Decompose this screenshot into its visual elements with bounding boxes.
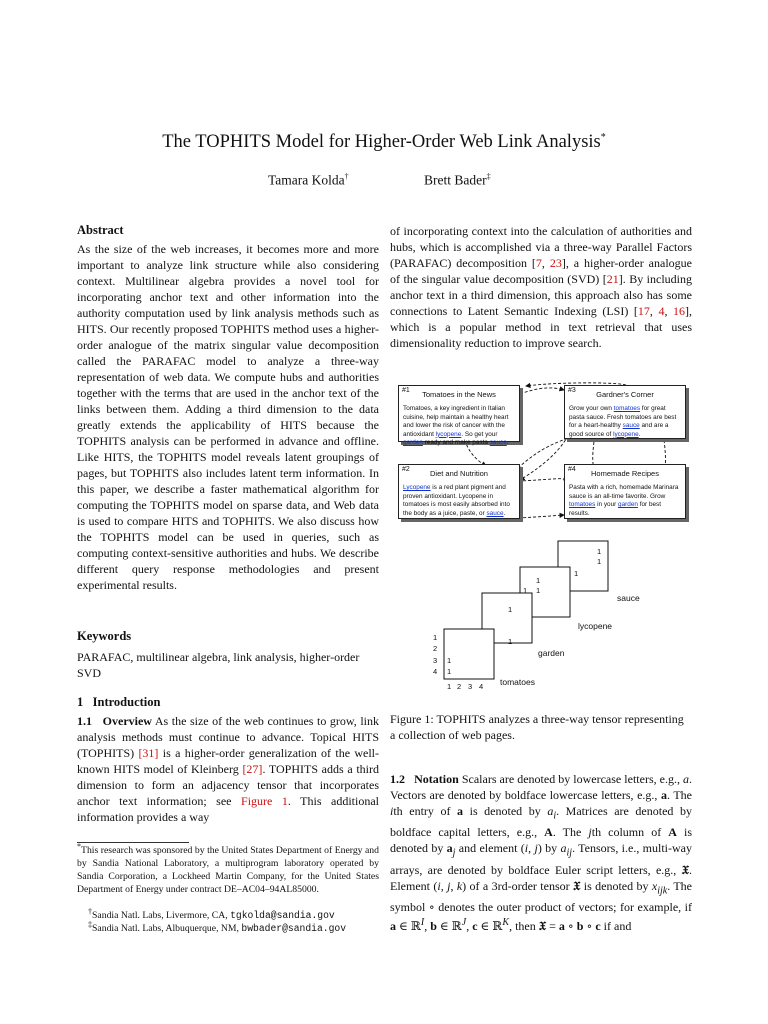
- anchor-link: sauce: [489, 439, 507, 447]
- text-run: ]. By including anchor text in a third dimension, this approach also has some connections to Latent Semantic Indexing (LSI) [: [390, 272, 692, 318]
- figure-caption: Figure 1: TOPHITS analyzes a three-way tensor representing a collection of web pages.: [390, 712, 684, 742]
- col-label: 4: [479, 682, 484, 691]
- notation-paragraph: [390, 771, 692, 934]
- citation-link[interactable]: 4: [658, 304, 665, 318]
- text-run: Tomatoes, a key ingredient in Italian cuisine, help maintain a healthy heart and lower the risk of cancer with the antioxidant: [403, 405, 509, 438]
- text-run: ,: [541, 256, 550, 270]
- page-text: [403, 405, 515, 448]
- page-title: Tomatoes in the News: [422, 390, 496, 399]
- text-run: Pasta with a rich, homemade Marinara sauce is an all-time favorite. Grow: [569, 484, 679, 500]
- tensor-diagram: [420, 535, 660, 695]
- page-text: [569, 484, 681, 518]
- figure-web-graph: [396, 380, 692, 520]
- tensor-entry: 1: [597, 557, 602, 566]
- author-name: Brett Bader: [424, 172, 487, 188]
- text-run: and are a good source of: [569, 422, 669, 438]
- notation-text: Scalars are denoted by lowercase letters, e.g., a. Vectors are denoted by boldface lowercase letters, e.g., a. The ith entry of a is denoted by $a_i$. Matrices are denoted by boldface capital letters, e.g., A. The jth column of A is denoted by $a_j$ and element (i, j) by $a_{ij}$. Tensors, i.e., multi-way arrays, are denoted by boldface Euler script letters, e.g., 𝔛. Element (i, j, k) of a 3rd-order tensor 𝔛 is denoted by $x_{ijk}$. The symbol ∘ denotes the outer product of vectors; for example, if a ∈ ℝ$^I$, b ∈ ℝ$^J$, c ∈ ℝ$^K$, then 𝔛 = a ∘ b ∘ c if and: [390, 772, 693, 934]
- tensor-slice: [444, 629, 494, 679]
- tensor-entry: 1: [597, 547, 602, 556]
- text-run: ready and make pasta: [422, 439, 490, 447]
- slice-label: lycopene: [578, 621, 613, 631]
- slice-label: garden: [538, 648, 565, 658]
- text-run: ], which is a popular method in text retrieval that uses dimensionality reduction to improve search.: [390, 304, 693, 350]
- text-run: As the size of the web continues to grow, link analysis methods must continue to advance. Topical HITS (TOPHITS): [77, 714, 379, 760]
- anchor-link: sauce: [486, 509, 504, 517]
- text-run: ,: [649, 304, 659, 318]
- footnote-text: Sandia Natl. Labs, Livermore, CA,: [92, 910, 231, 922]
- tensor-entry: 1: [523, 586, 528, 595]
- text-run: is a red plant pigment and proven antioxidant. Lycopene in tomatoes is most easily absorbed into the body as a juice, paste, or: [403, 484, 510, 517]
- text-run: . TOPHITS adds a third dimension to form an adjacency tensor that incorporates anchor text information; see: [77, 762, 379, 808]
- anchor-link: Lycopene: [403, 484, 431, 491]
- author-mark: ‡: [486, 172, 491, 181]
- link-arrow: [520, 388, 564, 394]
- footnote-text: This research was sponsored by the United States Department of Energy and by Sandia National Laboratory, a multiprogram laboratory operated by Sandia Corporation, a Lockheed Martin Company, for the United States Department of Energy under contract DE–AC04–94AL85000.: [77, 845, 379, 896]
- tensor-entry: 1: [508, 605, 513, 614]
- section-title: Introduction: [92, 695, 161, 709]
- footnote-1: [77, 840, 379, 896]
- row-label: 2: [433, 644, 438, 653]
- page-number: #1: [402, 387, 410, 394]
- text-run: for best results.: [569, 501, 662, 517]
- citation-link[interactable]: 21: [606, 272, 619, 286]
- text-run: of incorporating context into the calculation of authorities and hubs, which is accomplished via a three-way Parallel Factors (PARAFAC) decomposition [: [390, 224, 692, 270]
- email-address: bwbader@sandia.gov: [241, 923, 347, 935]
- page-title: Homemade Recipes: [591, 469, 659, 478]
- paper-title: [0, 132, 768, 153]
- keywords-text: PARAFAC, multilinear algebra, link analysis, higher-order SVD: [77, 650, 360, 680]
- subsection-number: 1.2: [390, 772, 405, 786]
- citation-link[interactable]: [31]: [138, 746, 159, 760]
- slice-label: tomatoes: [500, 677, 535, 687]
- tensor-entry: 1: [536, 576, 541, 585]
- page-title: Gardner's Corner: [596, 390, 654, 399]
- page-number: #2: [402, 466, 410, 473]
- row-label: 3: [433, 656, 438, 665]
- title-footnote-mark: *: [600, 132, 606, 143]
- row-label: 1: [433, 633, 438, 642]
- subsection-title: Overview: [102, 714, 152, 728]
- page-number: #3: [568, 387, 576, 394]
- tensor-entry: 1: [574, 569, 579, 578]
- text-run: . So get your: [461, 430, 498, 438]
- author-kolda: [268, 172, 349, 189]
- figure-reference-link[interactable]: Figure 1: [241, 794, 288, 808]
- text-run: .: [506, 439, 509, 447]
- footnote-mark: *: [77, 842, 82, 851]
- tensor-entry: 1: [508, 637, 513, 646]
- tensor-entry: 1: [536, 586, 541, 595]
- link-arrow: [518, 515, 564, 518]
- citation-link[interactable]: 17: [637, 304, 650, 318]
- text-run: .: [638, 430, 641, 438]
- tensor-entry: 1: [447, 656, 452, 665]
- anchor-link: lycopene: [613, 430, 639, 438]
- web-page-box-4: [564, 464, 686, 519]
- keywords-heading: Keywords: [77, 629, 132, 643]
- anchor-link: tomatoes: [613, 405, 641, 412]
- abstract-text: As the size of the web increases, it becomes more and more important to analyze link structure while also considering context. Multilinear algebra provides a novel tool for incorporating anchor text and other information into the authority computation used by link analysis methods such as HITS. Our recently proposed TOPHITS method uses a higher-order analogue of the matrix singular value decomposition called the PARAFAC model to analyze a three-way representation of web data. We compute hubs and authorities together with the terms that are used in the anchor text of the links between them. Adding a third dimension to the data greatly extends the applicability of HITS because the TOPHITS analysis can be performed in advance and offline. Like HITS, the TOPHITS model reveals latent groupings of pages, but TOPHITS also includes latent term information. In this paper, we describe a faster mathematical algorithm for computing the TOPHITS model on sparse data, and Web data is used to compare HITS and TOPHITS. We also discuss how the TOPHITS model can be used in queries, such as computing context-sensitive authorities and hubs. We describe different query response methodologies and present experimental results.: [77, 242, 379, 592]
- footnote-3: [88, 918, 379, 935]
- web-page-box-2: [398, 464, 520, 519]
- text-run: ], a higher-order analogue of the singular value decomposition (SVD) [: [390, 256, 692, 286]
- col-label: 3: [468, 682, 473, 691]
- slice-label: sauce: [617, 593, 640, 603]
- abstract-heading: Abstract: [77, 223, 124, 237]
- page-text: [569, 405, 681, 439]
- anchor-link: tomatoes: [569, 501, 596, 509]
- anchor-link: sauce: [622, 422, 640, 430]
- text-run: .: [503, 509, 506, 517]
- author-bader: [424, 172, 491, 189]
- intro-continued-paragraph: [390, 223, 692, 351]
- footnote-text: Sandia Natl. Labs, Albuquerque, NM,: [92, 923, 242, 935]
- email-address: tgkolda@sandia.gov: [230, 910, 335, 922]
- text-run: . This additional information provides a way: [77, 794, 379, 824]
- row-label: 4: [433, 667, 438, 676]
- overview-paragraph: [77, 713, 379, 825]
- subsection-number: 1.1: [77, 714, 92, 728]
- citation-link[interactable]: 16: [673, 304, 686, 318]
- text-run: for great pasta sauce. Fresh tomatoes are best for a heart-healthy: [569, 405, 677, 430]
- page-text: [403, 484, 515, 518]
- footnote-mark: †: [88, 907, 93, 916]
- footnote-mark: ‡: [88, 920, 93, 929]
- citation-link[interactable]: 23: [549, 256, 562, 270]
- citation-link[interactable]: 7: [535, 256, 542, 270]
- page-number: #4: [568, 466, 576, 473]
- anchor-link: lycopene: [435, 430, 462, 438]
- author-mark: †: [344, 172, 349, 181]
- author-name: Tamara Kolda: [268, 172, 345, 188]
- link-arrow: [518, 479, 564, 481]
- web-page-box-1: [398, 385, 520, 447]
- col-label: 1: [447, 682, 452, 691]
- citation-link[interactable]: [27]: [242, 762, 263, 776]
- anchor-link: garden: [618, 501, 638, 509]
- section-number: 1: [77, 695, 84, 709]
- text-run: in your: [595, 501, 619, 509]
- text-run: ,: [664, 304, 674, 318]
- page-title: Diet and Nutrition: [430, 469, 488, 478]
- subsection-title: Notation: [414, 772, 459, 786]
- section-introduction: [77, 695, 160, 710]
- text-run: Grow your own: [569, 405, 614, 412]
- web-page-box-3: [564, 385, 686, 439]
- col-label: 2: [457, 682, 462, 691]
- text-run: is a higher-order generalization of the well-known HITS model of Kleinberg: [77, 746, 379, 776]
- anchor-link: garden: [403, 439, 423, 447]
- tensor-entry: 1: [447, 667, 452, 676]
- title-text: The TOPHITS Model for Higher-Order Web Link Analysis: [162, 132, 601, 153]
